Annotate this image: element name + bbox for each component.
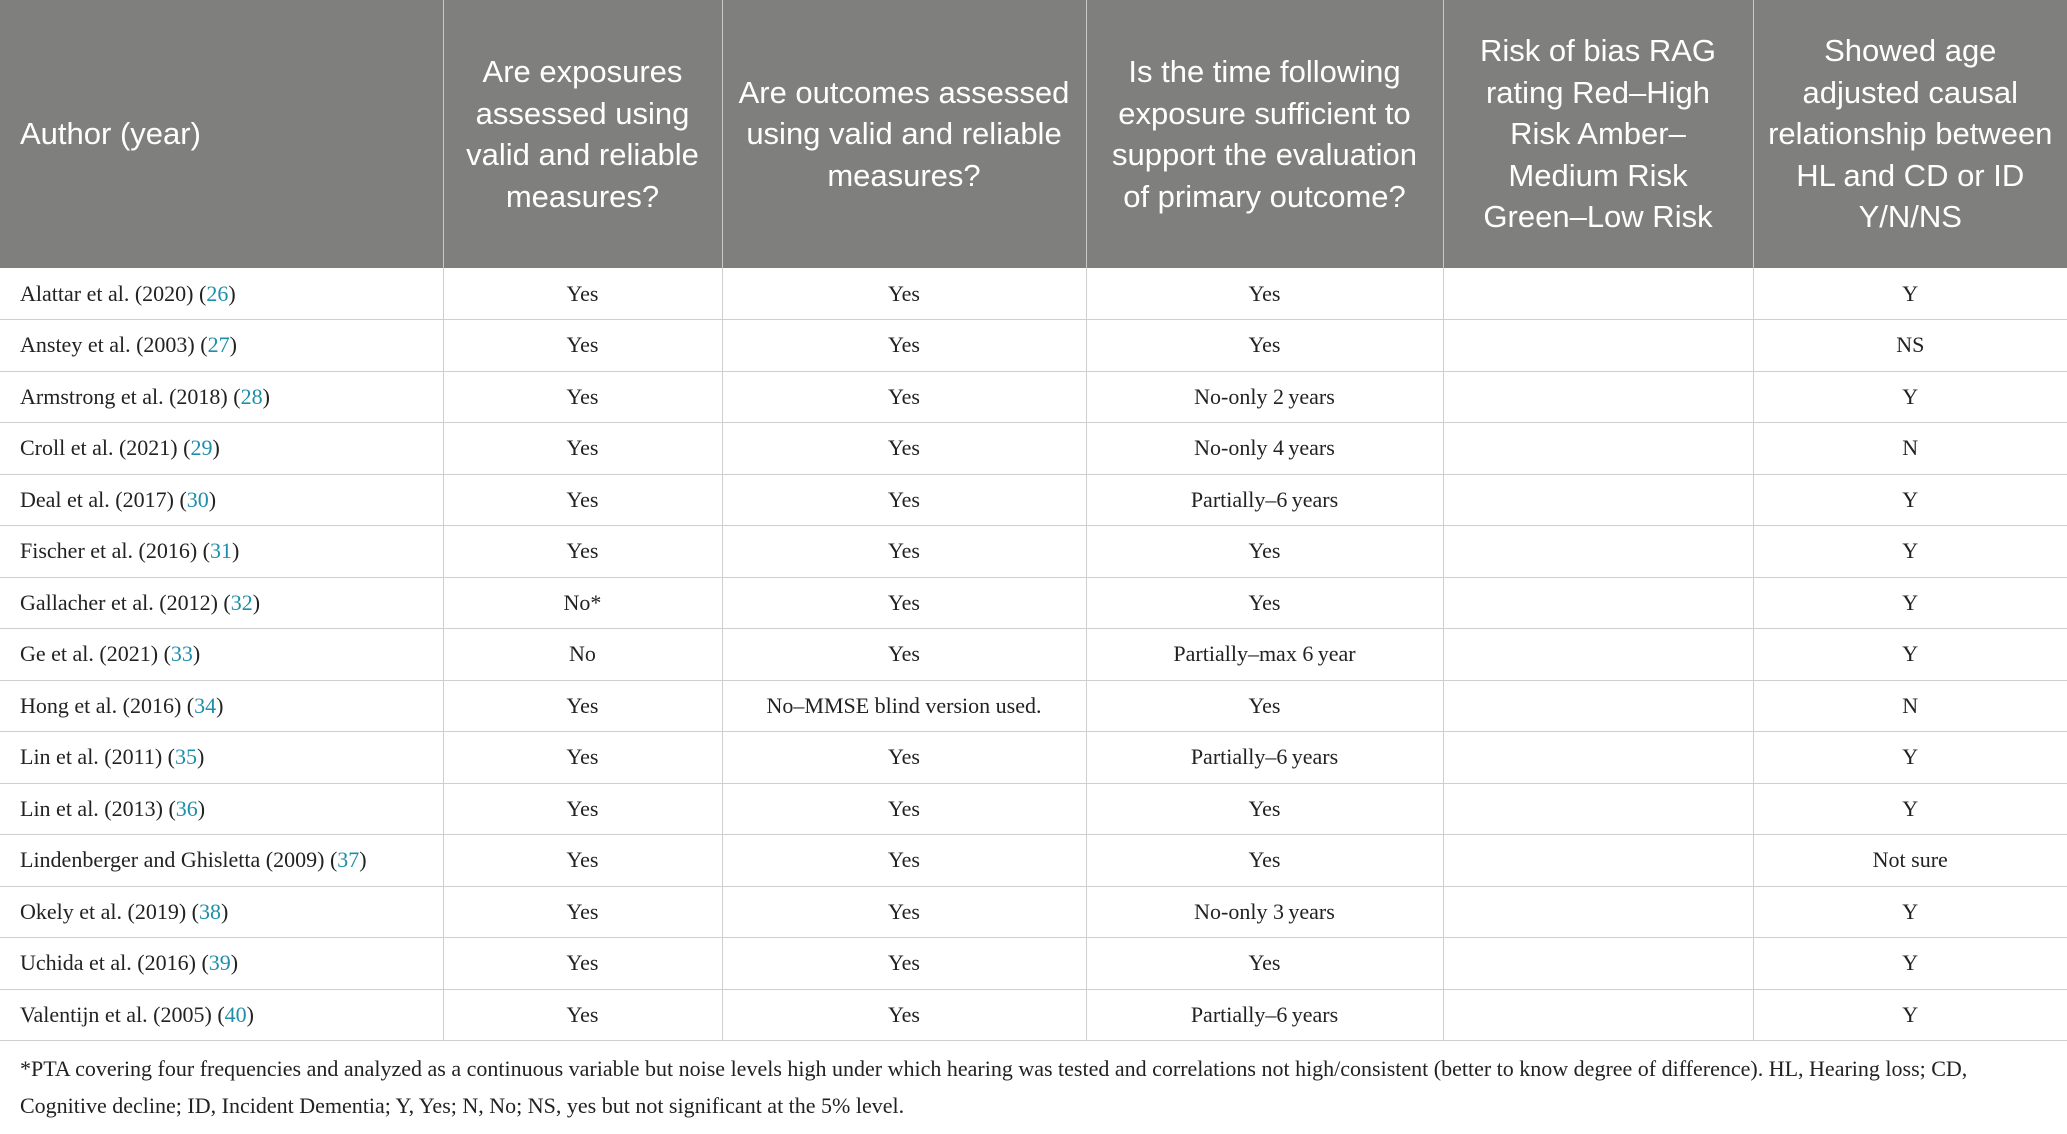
header-author-year: Author (year): [0, 0, 443, 268]
cell-author: Croll et al. (2021) (29): [0, 423, 443, 475]
cell-author: Valentijn et al. (2005) (40): [0, 989, 443, 1041]
cell-time: No-only 2 years: [1086, 371, 1443, 423]
cell-time: Yes: [1086, 783, 1443, 835]
reference-link[interactable]: 39: [208, 950, 231, 976]
author-name: Fischer et al. (2016): [20, 538, 198, 564]
cell-author: Uchida et al. (2016) (39): [0, 938, 443, 990]
cell-time: Yes: [1086, 526, 1443, 578]
cell-outcomes: Yes: [722, 423, 1086, 475]
reference-link[interactable]: 34: [194, 692, 217, 718]
reference-link[interactable]: 31: [210, 538, 232, 564]
reference-link[interactable]: 26: [206, 280, 229, 306]
table-row: [0, 423, 2067, 475]
cell-outcomes: Yes: [722, 629, 1086, 681]
cell-outcomes: Yes: [722, 835, 1086, 887]
cell-exposures: Yes: [443, 783, 722, 835]
cell-causal: NS: [1753, 320, 2067, 372]
cell-outcomes: Yes: [722, 577, 1086, 629]
cell-causal: N: [1753, 680, 2067, 732]
reference-link[interactable]: 33: [170, 641, 193, 667]
author-name: Lin et al. (2013): [20, 795, 163, 821]
author-name: Hong et al. (2016): [20, 692, 182, 718]
cell-rag-rating: [1443, 629, 1753, 681]
author-name: Ge et al. (2021): [20, 641, 159, 667]
cell-rag-rating: [1443, 526, 1753, 578]
cell-rag-rating: [1443, 474, 1753, 526]
table-header-row: [0, 0, 2067, 268]
cell-rag-rating: [1443, 320, 1753, 372]
cell-rag-rating: [1443, 938, 1753, 990]
cell-rag-rating: [1443, 423, 1753, 475]
cell-time: Yes: [1086, 680, 1443, 732]
table-row: [0, 835, 2067, 887]
cell-exposures: Yes: [443, 835, 722, 887]
table-row: [0, 989, 2067, 1041]
cell-time: Yes: [1086, 268, 1443, 320]
reference-link[interactable]: 28: [240, 383, 263, 409]
cell-rag-rating: [1443, 835, 1753, 887]
cell-rag-rating: [1443, 371, 1753, 423]
cell-author: Gallacher et al. (2012) (32): [0, 577, 443, 629]
cell-exposures: Yes: [443, 474, 722, 526]
cell-exposures: Yes: [443, 938, 722, 990]
cell-causal: Y: [1753, 474, 2067, 526]
cell-author: Alattar et al. (2020) (26): [0, 268, 443, 320]
table-row: [0, 732, 2067, 784]
cell-causal: Y: [1753, 371, 2067, 423]
cell-time: No-only 4 years: [1086, 423, 1443, 475]
author-name: Gallacher et al. (2012): [20, 589, 218, 615]
cell-rag-rating: [1443, 577, 1753, 629]
table-row: [0, 371, 2067, 423]
author-name: Lindenberger and Ghisletta (2009): [20, 847, 325, 873]
author-name: Valentijn et al. (2005): [20, 1001, 212, 1027]
cell-causal: Y: [1753, 629, 2067, 681]
cell-exposures: Yes: [443, 989, 722, 1041]
cell-author: Ge et al. (2021) (33): [0, 629, 443, 681]
cell-exposures: Yes: [443, 423, 722, 475]
cell-outcomes: Yes: [722, 268, 1086, 320]
cell-exposures: Yes: [443, 320, 722, 372]
cell-causal: Y: [1753, 268, 2067, 320]
cell-exposures: No*: [443, 577, 722, 629]
cell-outcomes: Yes: [722, 783, 1086, 835]
cell-time: Yes: [1086, 938, 1443, 990]
author-name: Uchida et al. (2016): [20, 950, 196, 976]
header-exposures-valid: Are exposures assessed using valid and reliable measures?: [443, 0, 722, 268]
cell-time: Yes: [1086, 320, 1443, 372]
cell-outcomes: Yes: [722, 474, 1086, 526]
cell-author: Lindenberger and Ghisletta (2009) (37): [0, 835, 443, 887]
table-row: [0, 474, 2067, 526]
cell-outcomes: Yes: [722, 732, 1086, 784]
reference-link[interactable]: 35: [174, 744, 197, 770]
cell-author: Lin et al. (2011) (35): [0, 732, 443, 784]
cell-causal: Y: [1753, 989, 2067, 1041]
table-row: [0, 526, 2067, 578]
cell-author: Fischer et al. (2016) (31): [0, 526, 443, 578]
cell-causal: Not sure: [1753, 835, 2067, 887]
cell-rag-rating: [1443, 732, 1753, 784]
table-row: [0, 268, 2067, 320]
cell-time: Yes: [1086, 577, 1443, 629]
cell-causal: Y: [1753, 938, 2067, 990]
table-body: [0, 268, 2067, 1041]
cell-author: Armstrong et al. (2018) (28): [0, 371, 443, 423]
author-name: Croll et al. (2021): [20, 435, 178, 461]
reference-link[interactable]: 30: [186, 486, 209, 512]
reference-link[interactable]: 38: [199, 898, 221, 924]
cell-author: Hong et al. (2016) (34): [0, 680, 443, 732]
table-row: [0, 783, 2067, 835]
cell-causal: N: [1753, 423, 2067, 475]
cell-exposures: Yes: [443, 526, 722, 578]
cell-causal: Y: [1753, 526, 2067, 578]
cell-time: Partially–6 years: [1086, 732, 1443, 784]
table-row: [0, 680, 2067, 732]
cell-exposures: Yes: [443, 732, 722, 784]
cell-causal: Y: [1753, 783, 2067, 835]
table-row: [0, 629, 2067, 681]
cell-exposures: No: [443, 629, 722, 681]
author-name: Deal et al. (2017): [20, 486, 174, 512]
cell-exposures: Yes: [443, 371, 722, 423]
cell-rag-rating: [1443, 680, 1753, 732]
cell-time: Partially–max 6 year: [1086, 629, 1443, 681]
reference-link[interactable]: 37: [337, 847, 360, 873]
cell-outcomes: Yes: [722, 371, 1086, 423]
cell-author: Okely et al. (2019) (38): [0, 886, 443, 938]
cell-outcomes: Yes: [722, 989, 1086, 1041]
table-row: [0, 938, 2067, 990]
reference-link[interactable]: 29: [190, 435, 213, 461]
cell-causal: Y: [1753, 577, 2067, 629]
reference-link[interactable]: 40: [224, 1001, 247, 1027]
table-row: [0, 577, 2067, 629]
cell-time: No-only 3 years: [1086, 886, 1443, 938]
cell-time: Yes: [1086, 835, 1443, 887]
cell-outcomes: Yes: [722, 320, 1086, 372]
reference-link[interactable]: 32: [230, 589, 253, 615]
cell-outcomes: Yes: [722, 886, 1086, 938]
cell-causal: Y: [1753, 886, 2067, 938]
author-name: Armstrong et al. (2018): [20, 383, 228, 409]
cell-exposures: Yes: [443, 680, 722, 732]
table-row: [0, 886, 2067, 938]
author-name: Alattar et al. (2020): [20, 280, 194, 306]
author-name: Anstey et al. (2003): [20, 332, 195, 358]
table-row: [0, 320, 2067, 372]
reference-link[interactable]: 36: [175, 795, 198, 821]
header-causal-relationship: Showed age adjusted causal relationship between HL and CD or ID Y/N/NS: [1753, 0, 2067, 268]
cell-time: Partially–6 years: [1086, 989, 1443, 1041]
cell-rag-rating: [1443, 268, 1753, 320]
author-name: Okely et al. (2019): [20, 898, 187, 924]
cell-author: Anstey et al. (2003) (27): [0, 320, 443, 372]
author-name: Lin et al. (2011): [20, 744, 163, 770]
cell-time: Partially–6 years: [1086, 474, 1443, 526]
cell-causal: Y: [1753, 732, 2067, 784]
cell-exposures: Yes: [443, 886, 722, 938]
header-outcomes-valid: Are outcomes assessed using valid and reliable measures?: [722, 0, 1086, 268]
cell-rag-rating: [1443, 783, 1753, 835]
cell-outcomes: Yes: [722, 938, 1086, 990]
cell-outcomes: Yes: [722, 526, 1086, 578]
cell-rag-rating: [1443, 886, 1753, 938]
table-footnote: *PTA covering four frequencies and analyzed as a continuous variable but noise levels high under which hearing was tested and correlations not high/consistent (better to know degree of difference). HL, Hearing loss; CD, Cognitive decline; ID, Incident Dementia; Y, Yes; N, No; NS, yes but not significant at the 5% level.: [20, 1056, 1968, 1118]
cell-author: Lin et al. (2013) (36): [0, 783, 443, 835]
header-risk-of-bias-rag: Risk of bias RAG rating Red–High Risk Amber–Medium Risk Green–Low Risk: [1443, 0, 1753, 268]
cell-outcomes: No–MMSE blind version used.: [722, 680, 1086, 732]
reference-link[interactable]: 27: [207, 332, 230, 358]
cell-exposures: Yes: [443, 268, 722, 320]
header-time-sufficient: Is the time following exposure sufficient to support the evaluation of primary outcome?: [1086, 0, 1443, 268]
cell-author: Deal et al. (2017) (30): [0, 474, 443, 526]
cell-rag-rating: [1443, 989, 1753, 1041]
